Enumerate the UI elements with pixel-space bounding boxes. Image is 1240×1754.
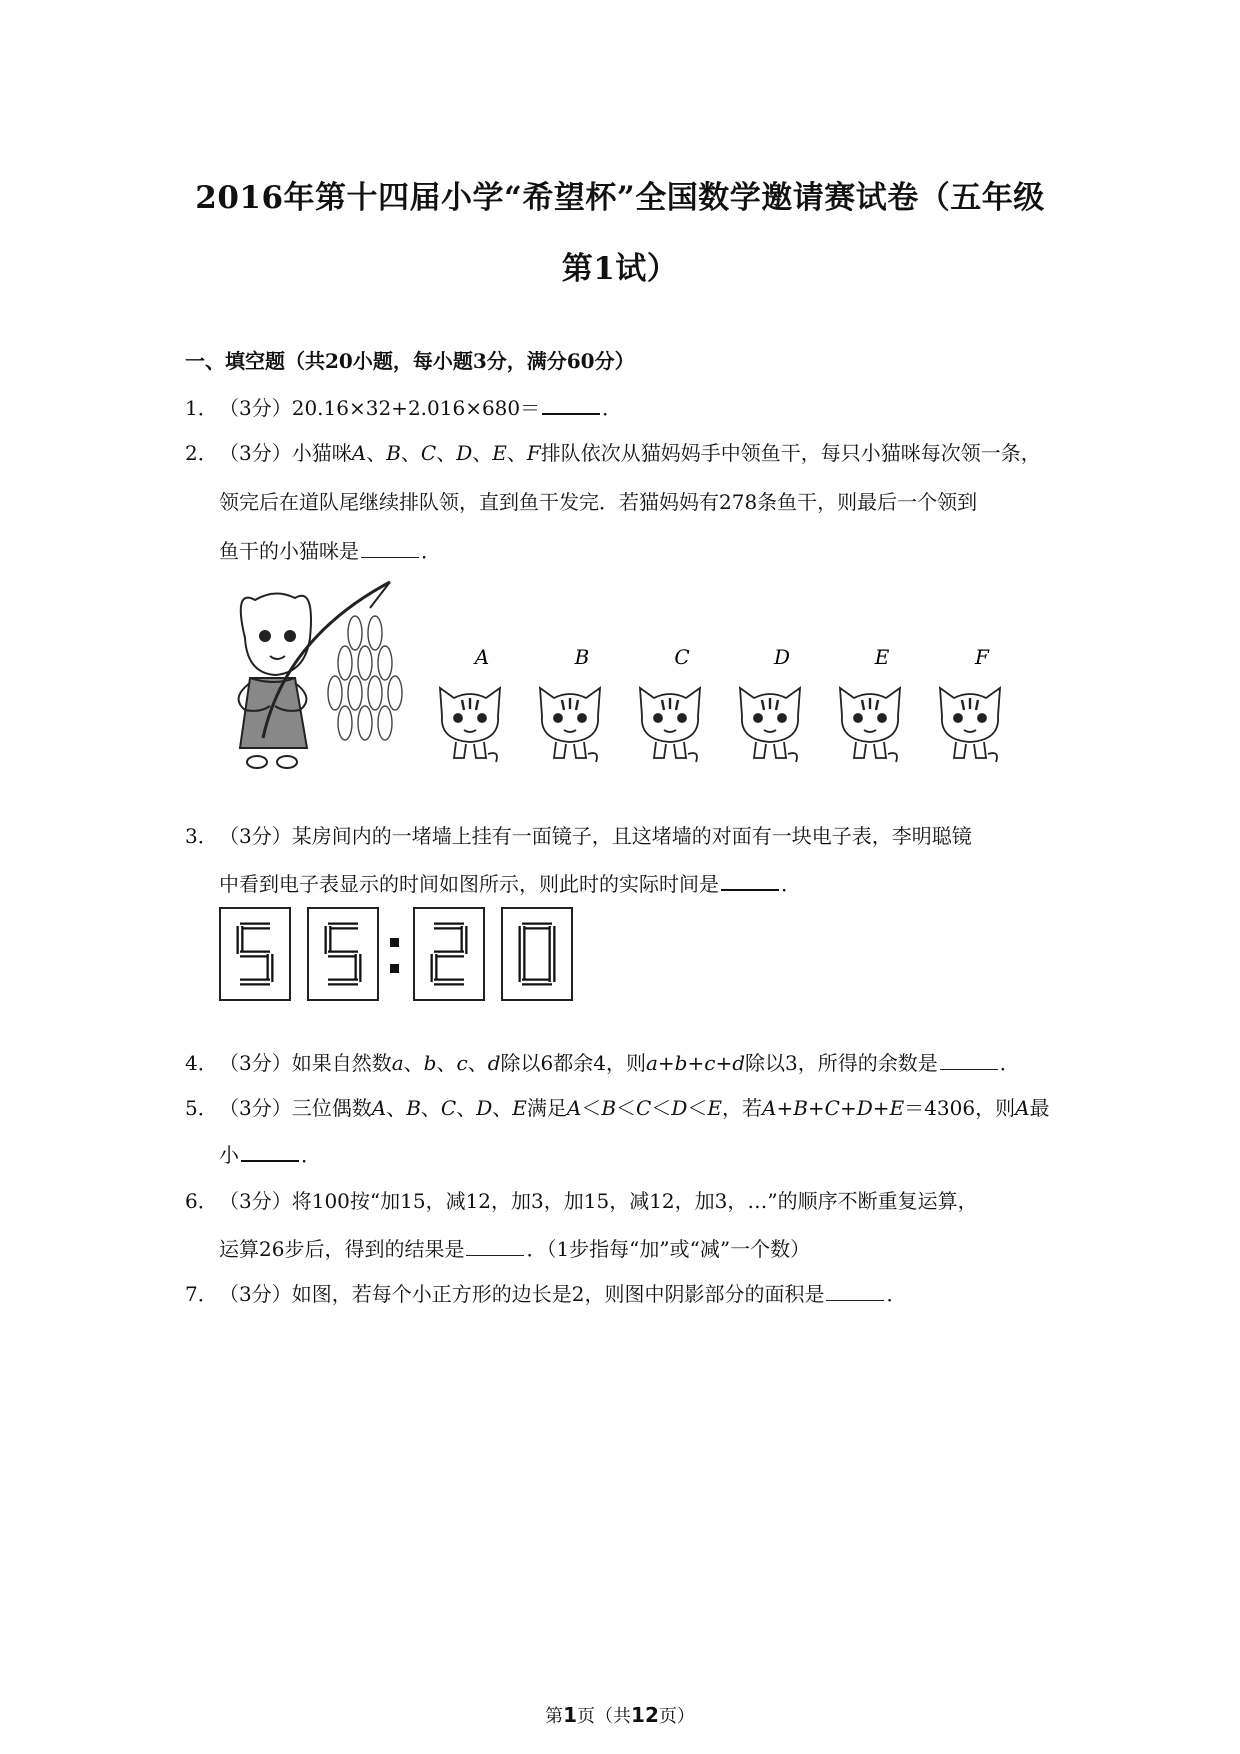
question-text: （3分）某房间内的一堵墙上挂有一面镜子，且这堵墙的对面有一块电子表，李明聪镜: [219, 824, 972, 848]
question-7: [185, 1278, 906, 1307]
answer-blank: [826, 1299, 884, 1301]
less-than: ＜: [616, 1096, 637, 1120]
question-end: ．: [421, 539, 441, 563]
cat-label: E: [492, 441, 507, 465]
question-number: 3．: [185, 824, 218, 848]
kitten-C: [640, 688, 700, 762]
question-text: ，若: [721, 1096, 762, 1120]
answer-blank: [940, 1068, 998, 1070]
cats-figure: [215, 578, 1075, 773]
less-than: ＜: [651, 1096, 672, 1120]
variable: a: [391, 1051, 404, 1075]
clock-colon: [390, 938, 399, 973]
separator: 、: [436, 441, 457, 465]
page-number: 1: [563, 1703, 578, 1727]
cat-label: B: [386, 441, 401, 465]
question-5-line2: [219, 1139, 321, 1168]
question-2-line3: [219, 535, 441, 564]
question-text: （3分）将100按“加15，减12，加3，加15，减12，加3，…”的顺序不断重复运算，: [219, 1189, 978, 1213]
clock-digit: [502, 908, 572, 1000]
kitten-F: [940, 688, 1000, 762]
separator: 、: [472, 441, 493, 465]
question-end: ．: [886, 1282, 907, 1306]
question-5-line1: 5．（3分）三位偶数A、B、C、D、E满足A＜B＜C＜D＜E，若A+B+C+D+E＝4306，则A最: [185, 1092, 1050, 1121]
cat-label: F: [526, 441, 541, 465]
question-text: （3分）小猫咪: [219, 441, 352, 465]
question-text: 小: [219, 1143, 239, 1167]
kitten-label: F: [975, 645, 989, 669]
separator: 、: [506, 441, 527, 465]
variable: E: [889, 1096, 905, 1120]
kitten-label: A: [474, 645, 490, 669]
variable: b: [423, 1051, 437, 1075]
separator: 、: [400, 441, 421, 465]
cat-label: A: [351, 441, 367, 465]
variable: D: [476, 1096, 493, 1120]
question-end: ．: [301, 1143, 321, 1167]
digital-clock-figure: [218, 906, 578, 1004]
footer-text: 页）: [658, 1706, 695, 1727]
kitten-D: [740, 688, 800, 762]
question-number: 2．: [185, 441, 218, 465]
variable: A: [566, 1096, 582, 1120]
question-text: 除以3，所得的余数是: [745, 1051, 938, 1075]
question-text: （3分）如图，若每个小正方形的边长是2，则图中阴影部分的面积是: [219, 1282, 825, 1306]
question-text: ＝4306，则: [904, 1096, 1016, 1120]
question-end: ．: [999, 1051, 1020, 1075]
variable: d: [487, 1051, 501, 1075]
kitten-B: [540, 688, 600, 762]
total-pages: 12: [631, 1703, 659, 1727]
variable: D: [856, 1096, 873, 1120]
clock-digit: [308, 908, 378, 1000]
answer-blank: [542, 412, 600, 415]
question-text: 中看到电子表显示的时间如图所示，则此时的实际时间是: [219, 872, 719, 896]
variable: b: [674, 1051, 688, 1075]
page-footer: [0, 1702, 1240, 1728]
question-number: 5．: [185, 1096, 218, 1120]
variable: B: [406, 1096, 421, 1120]
question-text: 运算26步后，得到的结果是: [219, 1237, 465, 1261]
question-end: ．: [602, 396, 623, 420]
answer-blank: [466, 1254, 524, 1256]
variable: E: [512, 1096, 527, 1120]
less-than: ＜: [687, 1096, 708, 1120]
kitten-label: B: [574, 645, 590, 669]
fish-bundle-illustration: [328, 616, 402, 740]
clock-digit: [220, 908, 290, 1000]
variable: D: [671, 1096, 688, 1120]
question-text: ．（1步指每“加”或“减”一个数）: [526, 1237, 811, 1261]
exam-title-line2: 第1试）: [561, 251, 679, 287]
question-number: 1．: [185, 396, 218, 420]
section-heading: 一、填空题（共20小题，每小题3分，满分60分）: [185, 349, 635, 373]
variable: A: [1015, 1096, 1030, 1120]
question-text: 鱼干的小猫咪是: [219, 539, 359, 563]
footer-text: 页（共: [577, 1706, 632, 1727]
variable: C: [824, 1096, 840, 1120]
variable: A: [761, 1096, 777, 1120]
question-1: [185, 392, 622, 421]
question-number: 7．: [185, 1282, 218, 1306]
less-than: ＜: [581, 1096, 602, 1120]
question-text: 满足: [526, 1096, 567, 1120]
variable: A: [371, 1096, 387, 1120]
footer-text: 第: [545, 1706, 564, 1727]
question-3-line1: [185, 820, 972, 849]
question-text: 最: [1029, 1096, 1050, 1120]
cat-label: C: [420, 441, 437, 465]
question-2-line2: 领完后在道队尾继续排队领，直到鱼干发完．若猫妈妈有278条鱼干，则最后一个领到: [219, 490, 978, 514]
question-number: 6．: [185, 1189, 218, 1213]
answer-blank: [361, 556, 419, 558]
question-4: 4．（3分）如果自然数a、b、c、d除以6都余4，则a+b+c+d除以3，所得的余数是 ．: [185, 1047, 1020, 1076]
question-text: （3分）20.16×32+2.016×680＝: [219, 396, 541, 420]
kitten-A: [440, 688, 500, 762]
variable: d: [732, 1051, 746, 1075]
question-text: 除以6都余4，则: [500, 1051, 646, 1075]
question-end: ．: [781, 872, 801, 896]
question-number: 4．: [185, 1051, 218, 1075]
answer-blank: [241, 1159, 299, 1162]
question-text: 排队依次从猫妈妈手中领鱼干，每只小猫咪每次领一条，: [540, 441, 1041, 465]
variable: c: [456, 1051, 468, 1075]
question-text: （3分）三位偶数: [219, 1096, 372, 1120]
question-3-line2: [219, 868, 801, 897]
clock-digit: [414, 908, 484, 1000]
question-6-line1: [185, 1185, 978, 1214]
kitten-label: E: [874, 645, 890, 669]
variable: c: [704, 1051, 716, 1075]
variable: C: [440, 1096, 457, 1120]
separator: 、: [366, 441, 387, 465]
variable: a: [645, 1051, 658, 1075]
kitten-label: C: [674, 645, 690, 669]
cat-label: D: [456, 441, 473, 465]
question-2-line1: [185, 437, 1041, 466]
variable: E: [707, 1096, 722, 1120]
variable: C: [636, 1096, 652, 1120]
question-text: （3分）如果自然数: [219, 1051, 392, 1075]
variable: B: [793, 1096, 808, 1120]
answer-blank: [721, 888, 779, 891]
kitten-label: D: [773, 645, 791, 669]
exam-title-line1: 2016年第十四届小学“希望杯”全国数学邀请赛试卷（五年级: [195, 180, 1045, 216]
question-6-line2: [219, 1233, 810, 1262]
kitten-E: [840, 688, 900, 762]
variable: B: [601, 1096, 617, 1120]
